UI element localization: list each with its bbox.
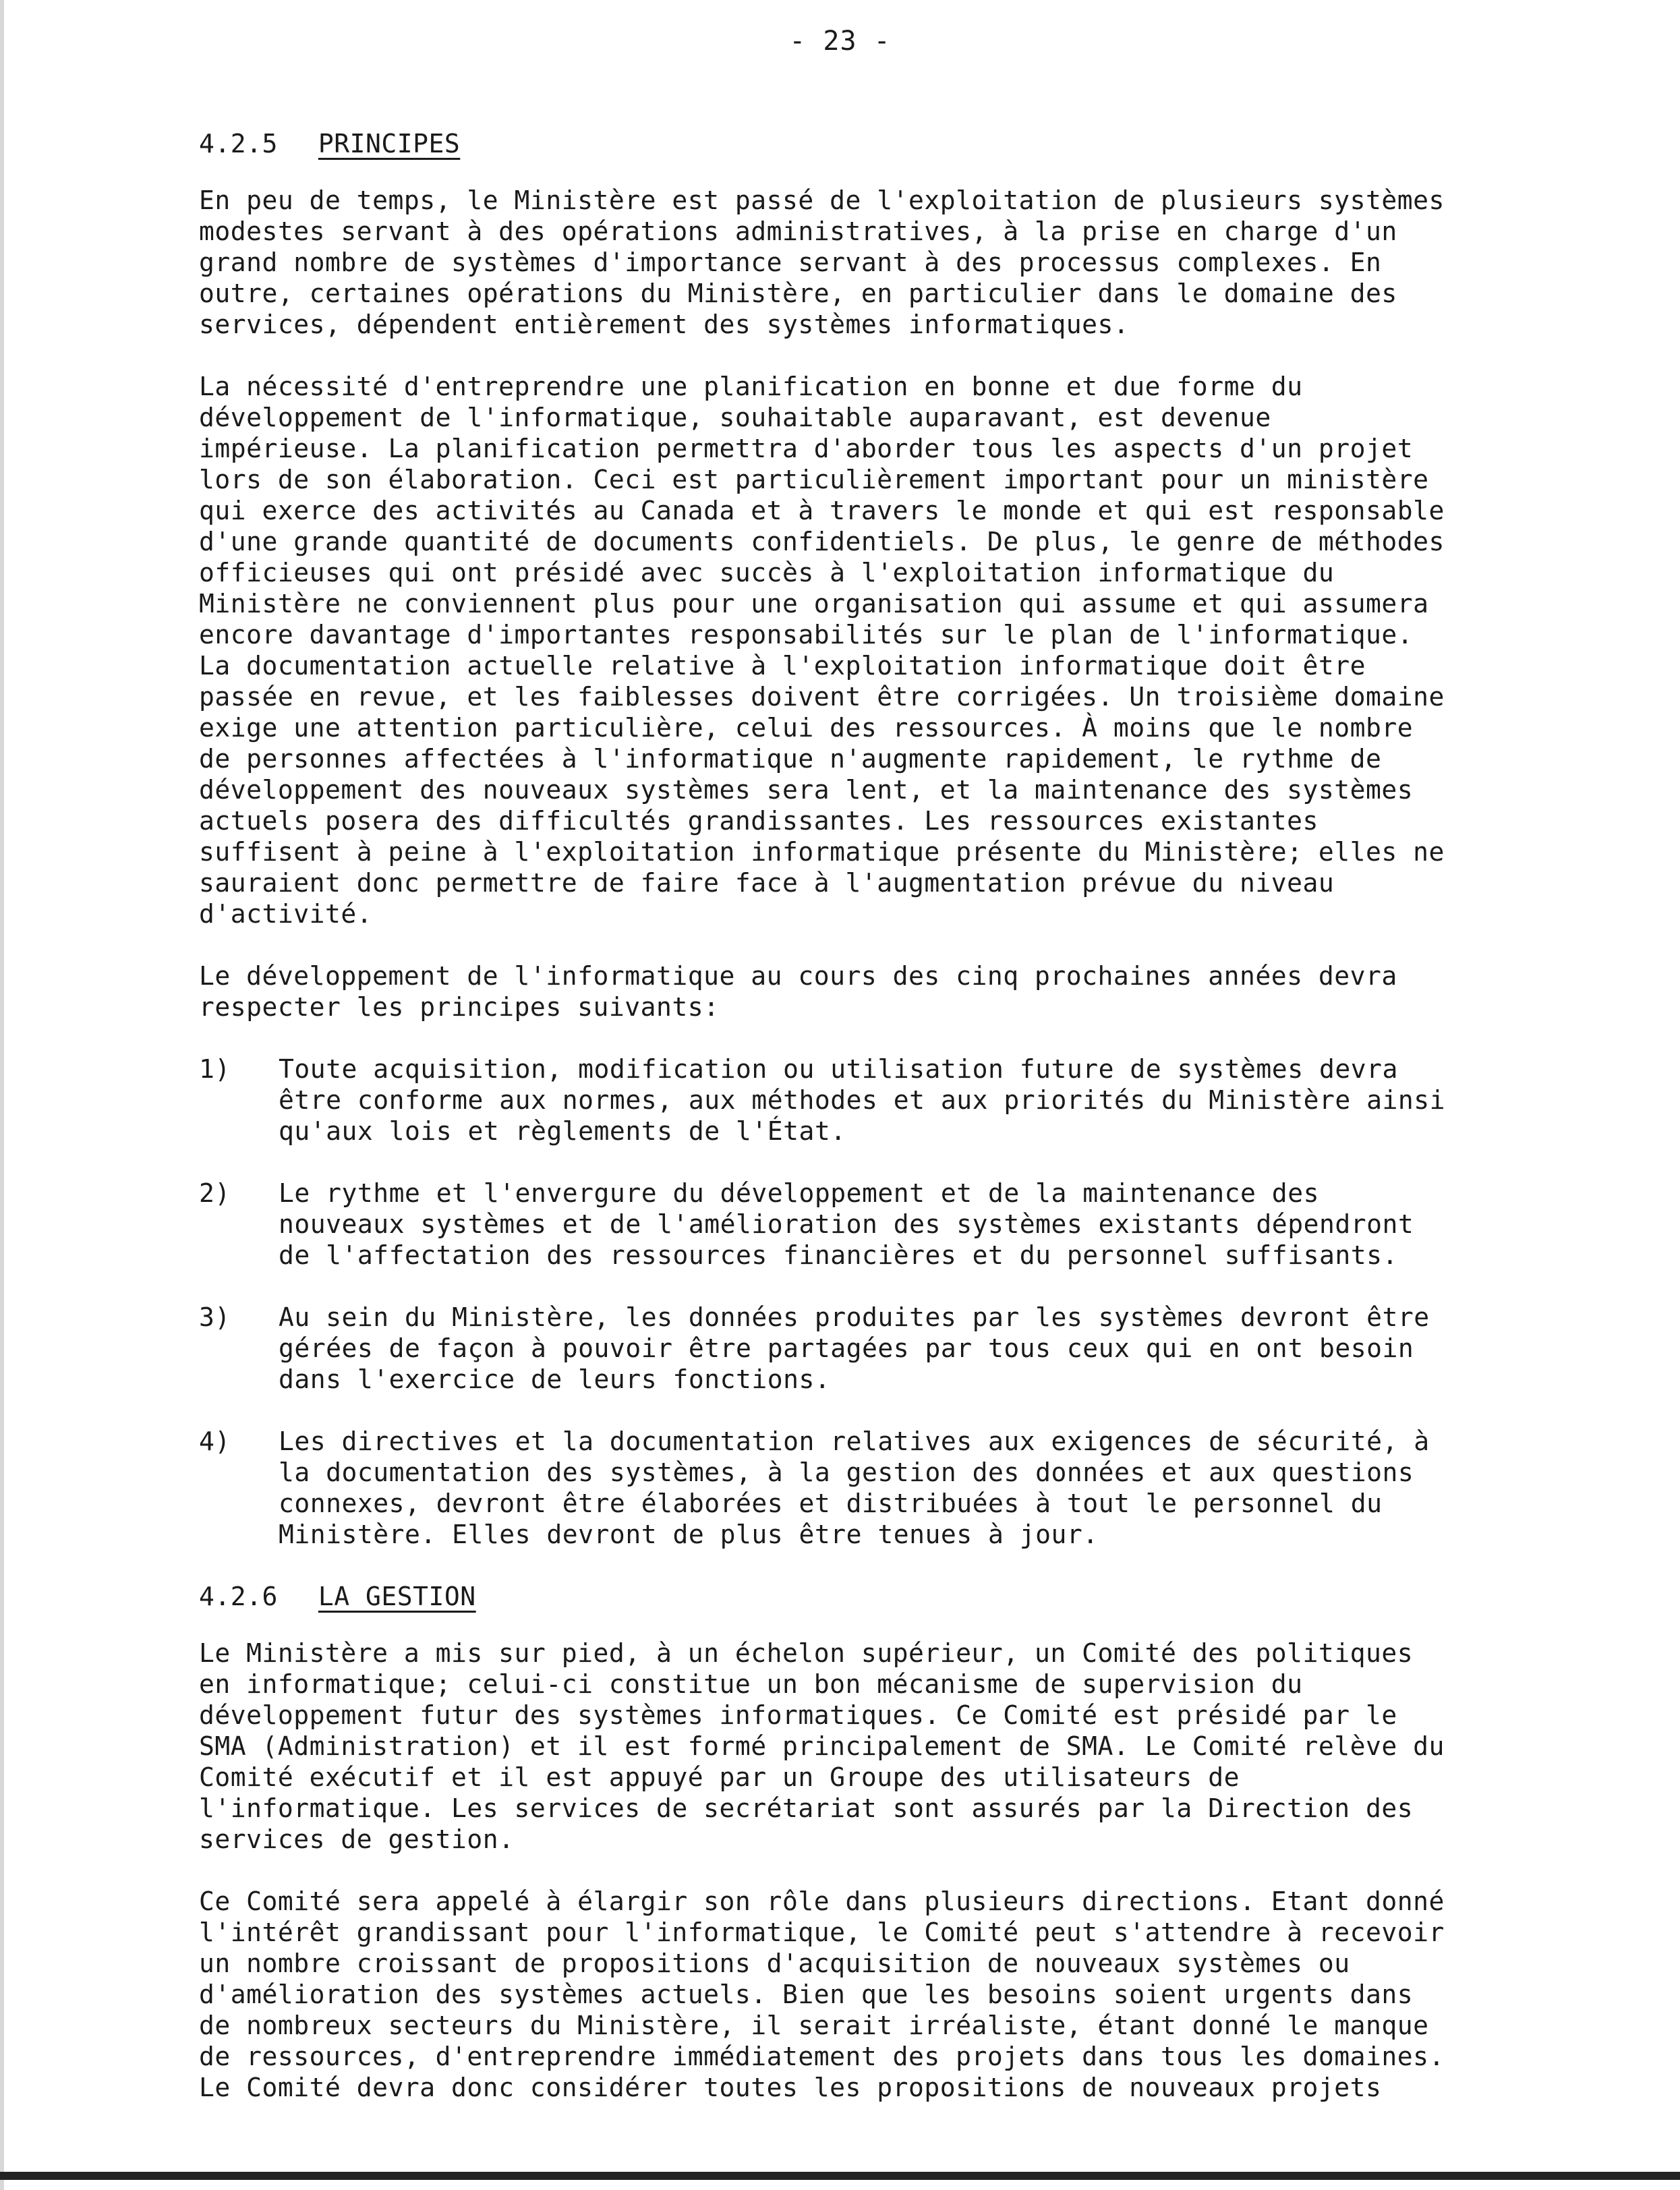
section-number: 4.2.6 — [199, 1582, 278, 1611]
paragraph: Le développement de l'informatique au cours des cinq prochaines années devra respecter les principes suivants: — [199, 961, 1397, 1022]
scan-left-edge — [0, 0, 4, 2190]
page-number: - 23 - — [789, 26, 891, 57]
section-number: 4.2.5 — [199, 129, 278, 159]
document-body — [199, 128, 1453, 2134]
paragraph: Ce Comité sera appelé à élargir son rôle dans plusieurs directions. Etant donné l'intérêt grandissant pour l'informatique, le Comité peut s'attendre à recevoir un nombre croissant de propositions d'acquisition de nouveaux systèmes ou d'amélioration des systèmes actuels. Bien que les besoins soient urgents dans de nombreux secteurs du Ministère, il serait irréaliste, étant donné le manque de ressources, d'entreprendre immédiatement des projets dans tous les domaines. Le Comité devra donc considérer toutes les propositions de nouveaux projets — [199, 1886, 1445, 2102]
paragraph: La nécessité d'entreprendre une planification en bonne et due forme du développement de l'informatique, souhaitable auparavant, est devenue impérieuse. La planification permettra d'aborder tous les aspects d'un projet lors de son élaboration. Ceci est particulièrement important pour un ministère qui exerce des activités au Canada et à travers le monde et qui est responsable d'une grande quantité de documents confidentiels. De plus, le genre de méthodes officieuses qui ont présidé avec succès à l'exploitation informatique du Ministère ne conviennent plus pour une organisation qui assume et qui assumera encore davantage d'importantes responsabilités sur le plan de l'informatique. La documentation actuelle relative à l'exploitation informatique doit être passée en revue, et les faiblesses doivent être corrigées. Un troisième domaine exige une attention particulière, celui des ressources. À moins que le nombre de personnes affectées à l'informatique n'augmente rapidement, le rythme de développement des nouveaux systèmes sera lent, et la maintenance des systèmes actuels posera des difficultés grandissantes. Les ressources existantes suffisent à peine à l'exploitation informatique présente du Ministère; elles ne sauraient donc permettre de faire face à l'augmentation prévue du niveau d'activité. — [199, 372, 1445, 929]
paragraph: En peu de temps, le Ministère est passé de l'exploitation de plusieurs systèmes modestes servant à des opérations administratives, à la prise en charge d'un grand nombre de systèmes d'importance servant à des processus complexes. En outre, certaines opérations du Ministère, en particulier dans le domaine des services, dépendent entièrement des systèmes informatiques. — [199, 185, 1445, 339]
list-item-text: Les directives et la documentation relatives aux exigences de sécurité, à la documentation des systèmes, à la gestion des données et aux questions connexes, devront être élaborées et distribuées à tout le personnel du Ministère. Elles devront de plus être tenues à jour. — [279, 1427, 1430, 1549]
page-bottom-rule — [0, 2172, 1680, 2180]
list-item — [199, 1054, 1453, 1147]
principles-list — [199, 1054, 1453, 1550]
list-item — [199, 1178, 1453, 1271]
section-heading-principes — [199, 128, 1453, 159]
list-item — [199, 1426, 1453, 1550]
list-item-text: Au sein du Ministère, les données produites par les systèmes devront être gérées de façon à pouvoir être partagées par tous ceux qui en ont besoin dans l'exercice de leurs fonctions. — [279, 1302, 1430, 1394]
list-marker: 1) — [199, 1054, 231, 1084]
section-title: PRINCIPES — [318, 129, 461, 159]
list-marker: 3) — [199, 1302, 231, 1332]
section-heading-gestion — [199, 1581, 1453, 1612]
list-item-text: Toute acquisition, modification ou utilisation future de systèmes devra être conforme aux normes, aux méthodes et aux priorités du Ministère ainsi qu'aux lois et règlements de l'État. — [279, 1054, 1445, 1146]
list-item-text: Le rythme et l'envergure du développement et de la maintenance des nouveaux systèmes et de l'amélioration des systèmes existants dépendront de l'affectation des ressources financières et du personnel suffisants. — [279, 1178, 1414, 1270]
list-marker: 4) — [199, 1427, 231, 1456]
list-marker: 2) — [199, 1178, 231, 1208]
section-title: LA GESTION — [318, 1582, 476, 1611]
paragraph: Le Ministère a mis sur pied, à un échelon supérieur, un Comité des politiques en informatique; celui-ci constitue un bon mécanisme de supervision du développement futur des systèmes informatiques. Ce Comité est présidé par le SMA (Administration) et il est formé principalement de SMA. Le Comité relève du Comité exécutif et il est appuyé par un Groupe des utilisateurs de l'informatique. Les services de secrétariat sont assurés par la Direction des services de gestion. — [199, 1638, 1445, 1854]
list-item — [199, 1302, 1453, 1395]
